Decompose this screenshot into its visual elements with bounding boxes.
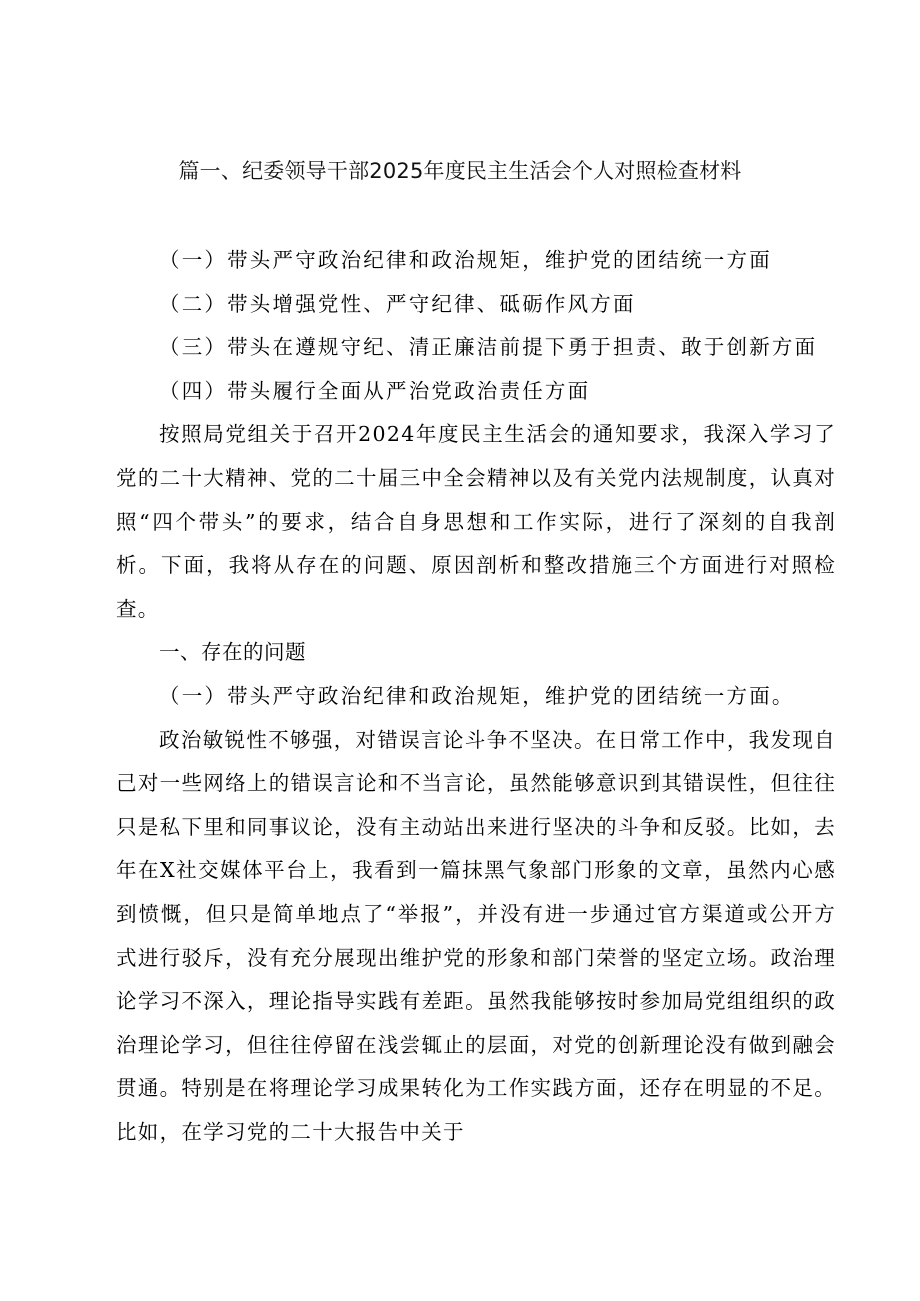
outline-item-2: （二）带头增强党性、严守纪律、砥砺作风方面 — [159, 291, 636, 316]
section-body-paragraph: 政治敏锐性不够强，对错误言论斗争不坚决。在日常工作中，我发现自己对一些网络上的错误言论和不当言论，虽然能够意识到其错误性，但往往只是私下里和同事议论，没有主动站出来进行坚决的斗争和反驳。比如，去年在X社交媒体平台上，我看到一篇抹黑气象部门形象的文章，虽然内心感到愤慨，但只是简单地点了“举报”，并没有进一步通过官方渠道或公开方式进行驳斥，没有充分展现出维护党的形象和部门荣誉的坚定立场。政治理论学习不深入，理论指导实践有差距。虽然我能够按时参加局党组组织的政治理论学习，但往往停留在浅尝辄止的层面，对党的创新理论没有做到融会贯通。特别是在将理论学习成果转化为工作实践方面，还存在明显的不足。比如，在学习党的二十大报告中关于 — [116, 727, 836, 1144]
outline-item-1: （一）带头严守政治纪律和政治规矩，维护党的团结统一方面 — [159, 248, 772, 272]
outline-item-3: （三）带头在遵规守纪、清正廉洁前提下勇于担责、敢于创新方面 — [159, 335, 818, 360]
intro-paragraph: 按照局党组关于召开2024年度民主生活会的通知要求，我深入学习了党的二十大精神、党的二十届三中全会精神以及有关党内法规制度，认真对照“四个带头”的要求，结合自身思想和工作实际，进行了深刻的自我剖析。下面，我将从存在的问题、原因剖析和整改措施三个方面进行对照检查。 — [116, 422, 836, 621]
section-heading-problems: 一、存在的问题 — [159, 640, 306, 665]
document-body — [116, 239, 836, 1154]
section-subheading-1: （一）带头严守政治纪律和政治规矩，维护党的团结统一方面。 — [159, 683, 795, 708]
outline-item-4: （四）带头履行全面从严治党政治责任方面 — [159, 378, 591, 403]
document-title: 篇一、纪委领导干部2025年度民主生活会个人对照检查材料 — [178, 159, 742, 183]
